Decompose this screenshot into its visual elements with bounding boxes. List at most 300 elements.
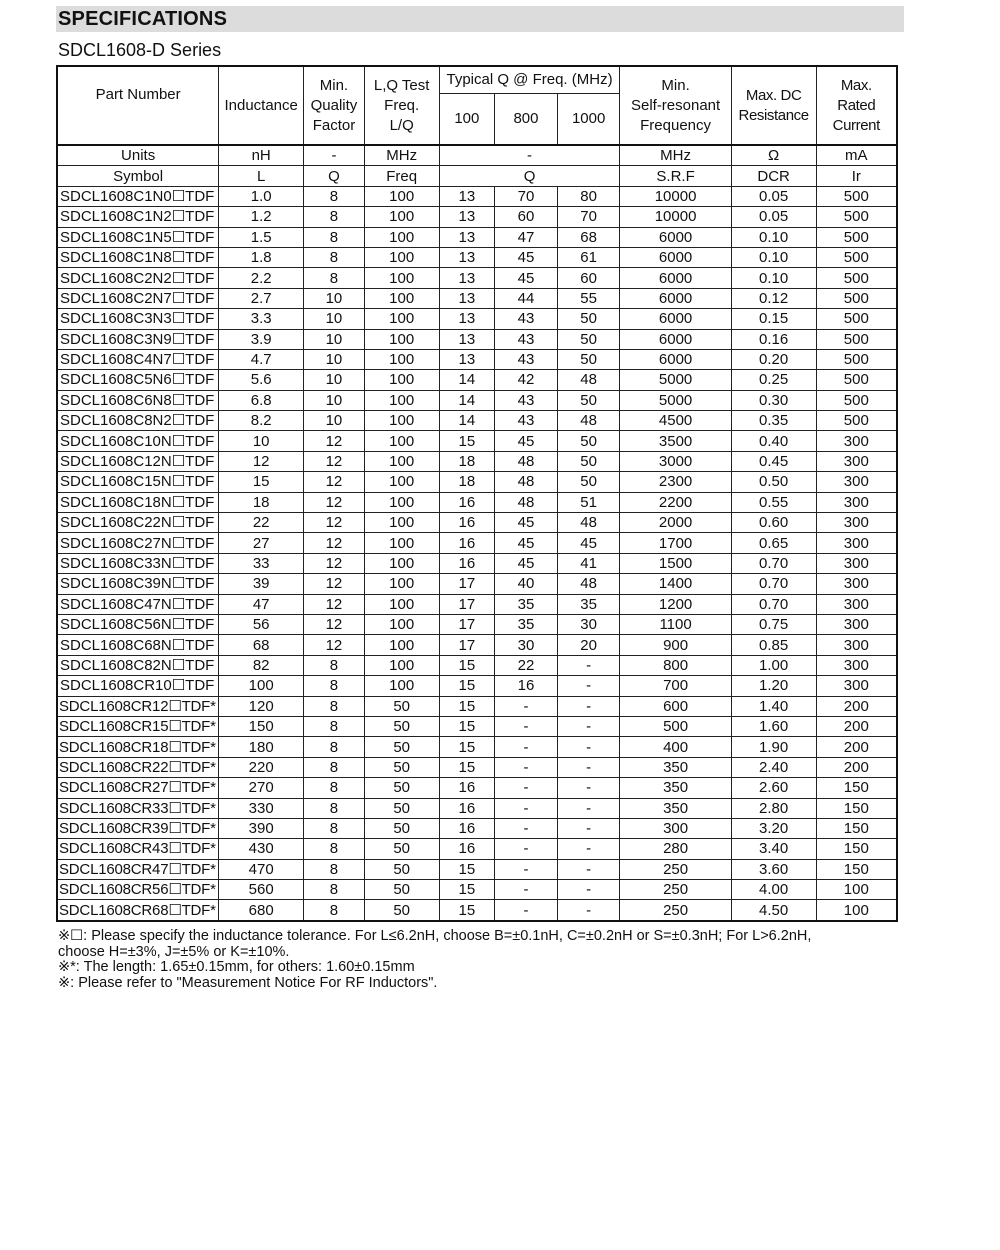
cell-q-800: 22 — [495, 655, 558, 675]
cell-min-q: 12 — [304, 431, 365, 451]
table-row — [57, 513, 897, 533]
cell-q-1000: - — [557, 676, 620, 696]
cell-q-100: 16 — [439, 492, 495, 512]
cell-part-number: SDCL1608CR33☐TDF* — [57, 798, 219, 818]
cell-q-800: - — [495, 696, 558, 716]
cell-q-100: 15 — [439, 859, 495, 879]
cell-srf: 700 — [620, 676, 731, 696]
cell-part-number: SDCL1608C1N0☐TDF — [57, 186, 219, 206]
table-row — [57, 207, 897, 227]
cell-inductance: 1.5 — [219, 227, 304, 247]
cell-rated-current: 200 — [816, 737, 897, 757]
cell-q-100: 16 — [439, 533, 495, 553]
table-row — [57, 778, 897, 798]
cell-min-q: 10 — [304, 329, 365, 349]
cell-q-800: 16 — [495, 676, 558, 696]
table-row — [57, 594, 897, 614]
cell-q-800: 48 — [495, 492, 558, 512]
cell-min-q: 10 — [304, 309, 365, 329]
cell-inductance: 1.8 — [219, 247, 304, 267]
cell-dcr: 2.40 — [731, 757, 816, 777]
cell-rated-current: 300 — [816, 492, 897, 512]
cell-q-100: 16 — [439, 818, 495, 838]
cell-q-800: 45 — [495, 431, 558, 451]
cell-q-1000: - — [557, 737, 620, 757]
cell-srf: 2300 — [620, 472, 731, 492]
footnote-measurement: ※: Please refer to "Measurement Notice For RF Inductors". — [58, 974, 438, 991]
cell-inductance: 47 — [219, 594, 304, 614]
table-row — [57, 716, 897, 736]
units-cell: - — [304, 145, 365, 166]
table-row — [57, 268, 897, 288]
cell-srf: 10000 — [620, 186, 731, 206]
cell-inductance: 390 — [219, 818, 304, 838]
cell-dcr: 0.60 — [731, 513, 816, 533]
table-row — [57, 370, 897, 390]
header-typical-q: Typical Q @ Freq. (MHz) — [439, 66, 620, 94]
table-row — [57, 757, 897, 777]
cell-min-q: 10 — [304, 370, 365, 390]
cell-test-freq: 50 — [364, 737, 439, 757]
cell-srf: 400 — [620, 737, 731, 757]
cell-rated-current: 200 — [816, 696, 897, 716]
cell-inductance: 22 — [219, 513, 304, 533]
cell-q-1000: - — [557, 798, 620, 818]
cell-test-freq: 50 — [364, 900, 439, 921]
cell-q-1000: 51 — [557, 492, 620, 512]
cell-srf: 250 — [620, 900, 731, 921]
cell-test-freq: 100 — [364, 431, 439, 451]
heading-bar — [56, 6, 904, 32]
cell-q-800: 48 — [495, 451, 558, 471]
cell-min-q: 8 — [304, 676, 365, 696]
table-row — [57, 431, 897, 451]
header-current-line: Current — [832, 116, 880, 134]
cell-q-100: 13 — [439, 309, 495, 329]
cell-srf: 1100 — [620, 614, 731, 634]
cell-test-freq: 100 — [364, 553, 439, 573]
cell-part-number: SDCL1608C68N☐TDF — [57, 635, 219, 655]
cell-min-q: 8 — [304, 737, 365, 757]
cell-srf: 6000 — [620, 268, 731, 288]
cell-inductance: 27 — [219, 533, 304, 553]
cell-srf: 1400 — [620, 574, 731, 594]
table-row — [57, 635, 897, 655]
cell-dcr: 3.40 — [731, 839, 816, 859]
cell-srf: 800 — [620, 655, 731, 675]
cell-test-freq: 100 — [364, 472, 439, 492]
header-srf-line: Self-resonant — [630, 96, 721, 114]
cell-test-freq: 100 — [364, 186, 439, 206]
cell-dcr: 0.65 — [731, 533, 816, 553]
cell-q-800: 43 — [495, 309, 558, 329]
cell-min-q: 12 — [304, 492, 365, 512]
header-part-number: Part Number — [57, 66, 219, 145]
cell-part-number: SDCL1608CR39☐TDF* — [57, 818, 219, 838]
cell-test-freq: 50 — [364, 880, 439, 900]
table-row — [57, 186, 897, 206]
header-srf-line: Frequency — [640, 116, 712, 134]
cell-q-800: 47 — [495, 227, 558, 247]
cell-inductance: 4.7 — [219, 349, 304, 369]
cell-q-100: 16 — [439, 513, 495, 533]
cell-min-q: 10 — [304, 390, 365, 410]
cell-min-q: 8 — [304, 900, 365, 921]
cell-q-800: - — [495, 798, 558, 818]
cell-test-freq: 50 — [364, 818, 439, 838]
cell-rated-current: 500 — [816, 186, 897, 206]
cell-inductance: 3.3 — [219, 309, 304, 329]
table-row — [57, 798, 897, 818]
cell-part-number: SDCL1608C82N☐TDF — [57, 655, 219, 675]
cell-q-800: - — [495, 737, 558, 757]
header-freq-1000: 1000 — [557, 94, 620, 146]
header-min-q-line: Quality — [310, 96, 358, 114]
cell-rated-current: 500 — [816, 288, 897, 308]
cell-srf: 10000 — [620, 207, 731, 227]
cell-q-800: 43 — [495, 329, 558, 349]
cell-test-freq: 100 — [364, 574, 439, 594]
cell-q-800: 42 — [495, 370, 558, 390]
cell-q-100: 14 — [439, 390, 495, 410]
header-dcr-line: Resistance — [738, 106, 809, 124]
cell-inductance: 10 — [219, 431, 304, 451]
cell-dcr: 1.60 — [731, 716, 816, 736]
cell-srf: 2200 — [620, 492, 731, 512]
cell-test-freq: 100 — [364, 329, 439, 349]
table-row — [57, 227, 897, 247]
cell-part-number: SDCL1608C33N☐TDF — [57, 553, 219, 573]
units-cell: mA — [816, 145, 897, 166]
cell-test-freq: 100 — [364, 247, 439, 267]
cell-srf: 6000 — [620, 309, 731, 329]
cell-min-q: 12 — [304, 472, 365, 492]
cell-rated-current: 300 — [816, 472, 897, 492]
cell-q-800: 70 — [495, 186, 558, 206]
cell-min-q: 8 — [304, 798, 365, 818]
cell-inductance: 3.9 — [219, 329, 304, 349]
cell-rated-current: 100 — [816, 880, 897, 900]
cell-min-q: 12 — [304, 614, 365, 634]
cell-q-100: 15 — [439, 716, 495, 736]
cell-inductance: 6.8 — [219, 390, 304, 410]
table-row — [57, 839, 897, 859]
cell-part-number: SDCL1608CR47☐TDF* — [57, 859, 219, 879]
table-row — [57, 696, 897, 716]
cell-test-freq: 100 — [364, 635, 439, 655]
cell-test-freq: 50 — [364, 839, 439, 859]
table-row — [57, 309, 897, 329]
cell-q-1000: - — [557, 655, 620, 675]
cell-q-800: - — [495, 859, 558, 879]
cell-q-100: 15 — [439, 900, 495, 921]
cell-part-number: SDCL1608CR15☐TDF* — [57, 716, 219, 736]
cell-inductance: 560 — [219, 880, 304, 900]
cell-srf: 3000 — [620, 451, 731, 471]
cell-min-q: 8 — [304, 716, 365, 736]
cell-srf: 4500 — [620, 411, 731, 431]
cell-rated-current: 200 — [816, 757, 897, 777]
cell-dcr: 0.85 — [731, 635, 816, 655]
cell-q-100: 15 — [439, 880, 495, 900]
units-cell: nH — [219, 145, 304, 166]
cell-q-100: 13 — [439, 227, 495, 247]
cell-q-100: 17 — [439, 614, 495, 634]
cell-rated-current: 500 — [816, 329, 897, 349]
cell-q-1000: - — [557, 900, 620, 921]
cell-q-800: - — [495, 880, 558, 900]
cell-q-100: 15 — [439, 431, 495, 451]
cell-q-100: 14 — [439, 370, 495, 390]
cell-rated-current: 500 — [816, 370, 897, 390]
cell-part-number: SDCL1608C12N☐TDF — [57, 451, 219, 471]
cell-dcr: 0.50 — [731, 472, 816, 492]
table-row — [57, 737, 897, 757]
cell-part-number: SDCL1608CR22☐TDF* — [57, 757, 219, 777]
cell-srf: 6000 — [620, 329, 731, 349]
cell-inductance: 430 — [219, 839, 304, 859]
cell-q-1000: - — [557, 716, 620, 736]
cell-inductance: 470 — [219, 859, 304, 879]
cell-part-number: SDCL1608C39N☐TDF — [57, 574, 219, 594]
cell-rated-current: 300 — [816, 451, 897, 471]
cell-part-number: SDCL1608C56N☐TDF — [57, 614, 219, 634]
cell-q-100: 13 — [439, 329, 495, 349]
footnotes — [58, 929, 938, 991]
header-current-line: Max. — [840, 76, 872, 94]
header-dcr-line: Max. DC — [745, 86, 802, 104]
cell-q-800: - — [495, 818, 558, 838]
cell-part-number: SDCL1608C2N7☐TDF — [57, 288, 219, 308]
cell-inductance: 270 — [219, 778, 304, 798]
cell-rated-current: 150 — [816, 839, 897, 859]
table-row — [57, 859, 897, 879]
cell-min-q: 8 — [304, 186, 365, 206]
cell-q-1000: 50 — [557, 431, 620, 451]
footnote-tolerance: ※☐: Please specify the inductance tolerance. For L≤6.2nH, choose B=±0.1nH, C=±0.2nH or S=±0.3nH; For L>6.2nH, — [58, 928, 812, 944]
cell-test-freq: 50 — [364, 778, 439, 798]
cell-q-1000: 20 — [557, 635, 620, 655]
header-current-line: Rated — [837, 96, 876, 114]
symbol-cell: L — [219, 166, 304, 186]
cell-q-100: 18 — [439, 472, 495, 492]
cell-dcr: 0.12 — [731, 288, 816, 308]
cell-dcr: 4.50 — [731, 900, 816, 921]
header-dcr — [731, 66, 816, 145]
cell-q-100: 15 — [439, 676, 495, 696]
cell-q-800: 45 — [495, 247, 558, 267]
table-row — [57, 818, 897, 838]
cell-part-number: SDCL1608CR27☐TDF* — [57, 778, 219, 798]
cell-rated-current: 500 — [816, 227, 897, 247]
cell-rated-current: 500 — [816, 309, 897, 329]
cell-test-freq: 100 — [364, 655, 439, 675]
cell-rated-current: 300 — [816, 655, 897, 675]
cell-q-1000: 50 — [557, 390, 620, 410]
cell-q-100: 13 — [439, 247, 495, 267]
cell-dcr: 0.70 — [731, 553, 816, 573]
units-row — [57, 145, 897, 166]
cell-q-1000: - — [557, 839, 620, 859]
table-row — [57, 676, 897, 696]
cell-rated-current: 200 — [816, 716, 897, 736]
cell-q-800: 43 — [495, 411, 558, 431]
header-srf — [620, 66, 731, 145]
cell-test-freq: 100 — [364, 309, 439, 329]
cell-inductance: 39 — [219, 574, 304, 594]
cell-rated-current: 100 — [816, 900, 897, 921]
cell-srf: 280 — [620, 839, 731, 859]
cell-q-1000: - — [557, 757, 620, 777]
cell-srf: 350 — [620, 757, 731, 777]
cell-srf: 6000 — [620, 288, 731, 308]
cell-part-number: SDCL1608C5N6☐TDF — [57, 370, 219, 390]
cell-q-800: 35 — [495, 594, 558, 614]
cell-min-q: 12 — [304, 574, 365, 594]
cell-min-q: 8 — [304, 818, 365, 838]
cell-rated-current: 500 — [816, 349, 897, 369]
cell-inductance: 1.2 — [219, 207, 304, 227]
cell-rated-current: 300 — [816, 513, 897, 533]
cell-q-100: 16 — [439, 798, 495, 818]
units-cell: MHz — [620, 145, 731, 166]
table-row — [57, 614, 897, 634]
table-row — [57, 574, 897, 594]
cell-q-100: 16 — [439, 778, 495, 798]
cell-srf: 6000 — [620, 349, 731, 369]
units-cell: - — [439, 145, 620, 166]
table-row — [57, 451, 897, 471]
cell-q-100: 17 — [439, 635, 495, 655]
cell-q-800: - — [495, 778, 558, 798]
cell-rated-current: 500 — [816, 207, 897, 227]
cell-test-freq: 100 — [364, 390, 439, 410]
cell-rated-current: 150 — [816, 859, 897, 879]
cell-rated-current: 150 — [816, 798, 897, 818]
cell-part-number: SDCL1608C22N☐TDF — [57, 513, 219, 533]
cell-min-q: 8 — [304, 247, 365, 267]
cell-rated-current: 300 — [816, 431, 897, 451]
header-min-q-line: Min. — [319, 76, 349, 94]
cell-inductance: 12 — [219, 451, 304, 471]
cell-inductance: 33 — [219, 553, 304, 573]
cell-inductance: 56 — [219, 614, 304, 634]
cell-part-number: SDCL1608C1N2☐TDF — [57, 207, 219, 227]
cell-q-100: 13 — [439, 268, 495, 288]
cell-q-800: 60 — [495, 207, 558, 227]
cell-q-1000: 35 — [557, 594, 620, 614]
cell-min-q: 8 — [304, 655, 365, 675]
cell-min-q: 10 — [304, 411, 365, 431]
series-title: SDCL1608-D Series — [58, 40, 222, 60]
cell-rated-current: 500 — [816, 390, 897, 410]
cell-q-800: 43 — [495, 349, 558, 369]
cell-q-100: 15 — [439, 655, 495, 675]
symbol-cell: S.R.F — [620, 166, 731, 186]
cell-rated-current: 300 — [816, 574, 897, 594]
cell-dcr: 0.20 — [731, 349, 816, 369]
specifications-table — [56, 65, 898, 922]
table-row — [57, 900, 897, 921]
cell-dcr: 1.00 — [731, 655, 816, 675]
symbol-cell: Freq — [364, 166, 439, 186]
cell-q-800: 40 — [495, 574, 558, 594]
cell-q-1000: 45 — [557, 533, 620, 553]
header-freq-100: 100 — [439, 94, 495, 146]
cell-srf: 350 — [620, 798, 731, 818]
table-row — [57, 329, 897, 349]
cell-dcr: 0.55 — [731, 492, 816, 512]
cell-srf: 1200 — [620, 594, 731, 614]
cell-srf: 350 — [620, 778, 731, 798]
cell-q-800: 48 — [495, 472, 558, 492]
cell-inductance: 100 — [219, 676, 304, 696]
cell-test-freq: 50 — [364, 859, 439, 879]
cell-inductance: 8.2 — [219, 411, 304, 431]
cell-test-freq: 100 — [364, 288, 439, 308]
cell-srf: 3500 — [620, 431, 731, 451]
cell-test-freq: 100 — [364, 614, 439, 634]
cell-q-1000: 50 — [557, 472, 620, 492]
cell-srf: 500 — [620, 716, 731, 736]
cell-srf: 250 — [620, 880, 731, 900]
cell-q-100: 14 — [439, 411, 495, 431]
cell-srf: 6000 — [620, 227, 731, 247]
section-heading: SPECIFICATIONS — [58, 8, 228, 30]
cell-dcr: 0.35 — [731, 411, 816, 431]
cell-min-q: 8 — [304, 268, 365, 288]
cell-part-number: SDCL1608C27N☐TDF — [57, 533, 219, 553]
symbol-row — [57, 166, 897, 186]
cell-q-800: - — [495, 716, 558, 736]
cell-inductance: 82 — [219, 655, 304, 675]
table-row — [57, 880, 897, 900]
cell-dcr: 0.10 — [731, 268, 816, 288]
cell-inductance: 1.0 — [219, 186, 304, 206]
cell-q-1000: 48 — [557, 513, 620, 533]
cell-part-number: SDCL1608C6N8☐TDF — [57, 390, 219, 410]
header-lq-line: L/Q — [389, 116, 414, 134]
table-body — [57, 145, 897, 921]
cell-min-q: 8 — [304, 757, 365, 777]
cell-part-number: SDCL1608CR68☐TDF* — [57, 900, 219, 921]
cell-part-number: SDCL1608CR12☐TDF* — [57, 696, 219, 716]
table-row — [57, 553, 897, 573]
cell-dcr: 0.30 — [731, 390, 816, 410]
cell-dcr: 0.70 — [731, 574, 816, 594]
cell-srf: 5000 — [620, 370, 731, 390]
cell-rated-current: 500 — [816, 411, 897, 431]
symbol-cell: Q — [439, 166, 620, 186]
cell-q-100: 17 — [439, 574, 495, 594]
header-srf-line: Min. — [661, 76, 690, 94]
cell-srf: 6000 — [620, 247, 731, 267]
cell-test-freq: 100 — [364, 268, 439, 288]
cell-q-800: 45 — [495, 553, 558, 573]
cell-test-freq: 50 — [364, 716, 439, 736]
cell-min-q: 8 — [304, 859, 365, 879]
cell-test-freq: 100 — [364, 207, 439, 227]
cell-q-100: 15 — [439, 696, 495, 716]
cell-dcr: 0.40 — [731, 431, 816, 451]
cell-inductance: 180 — [219, 737, 304, 757]
cell-q-100: 17 — [439, 594, 495, 614]
cell-part-number: SDCL1608CR18☐TDF* — [57, 737, 219, 757]
units-cell: MHz — [364, 145, 439, 166]
footnote-length: ※*: The length: 1.65±0.15mm, for others: 1.60±0.15mm — [58, 959, 415, 975]
cell-q-1000: 50 — [557, 349, 620, 369]
cell-srf: 600 — [620, 696, 731, 716]
